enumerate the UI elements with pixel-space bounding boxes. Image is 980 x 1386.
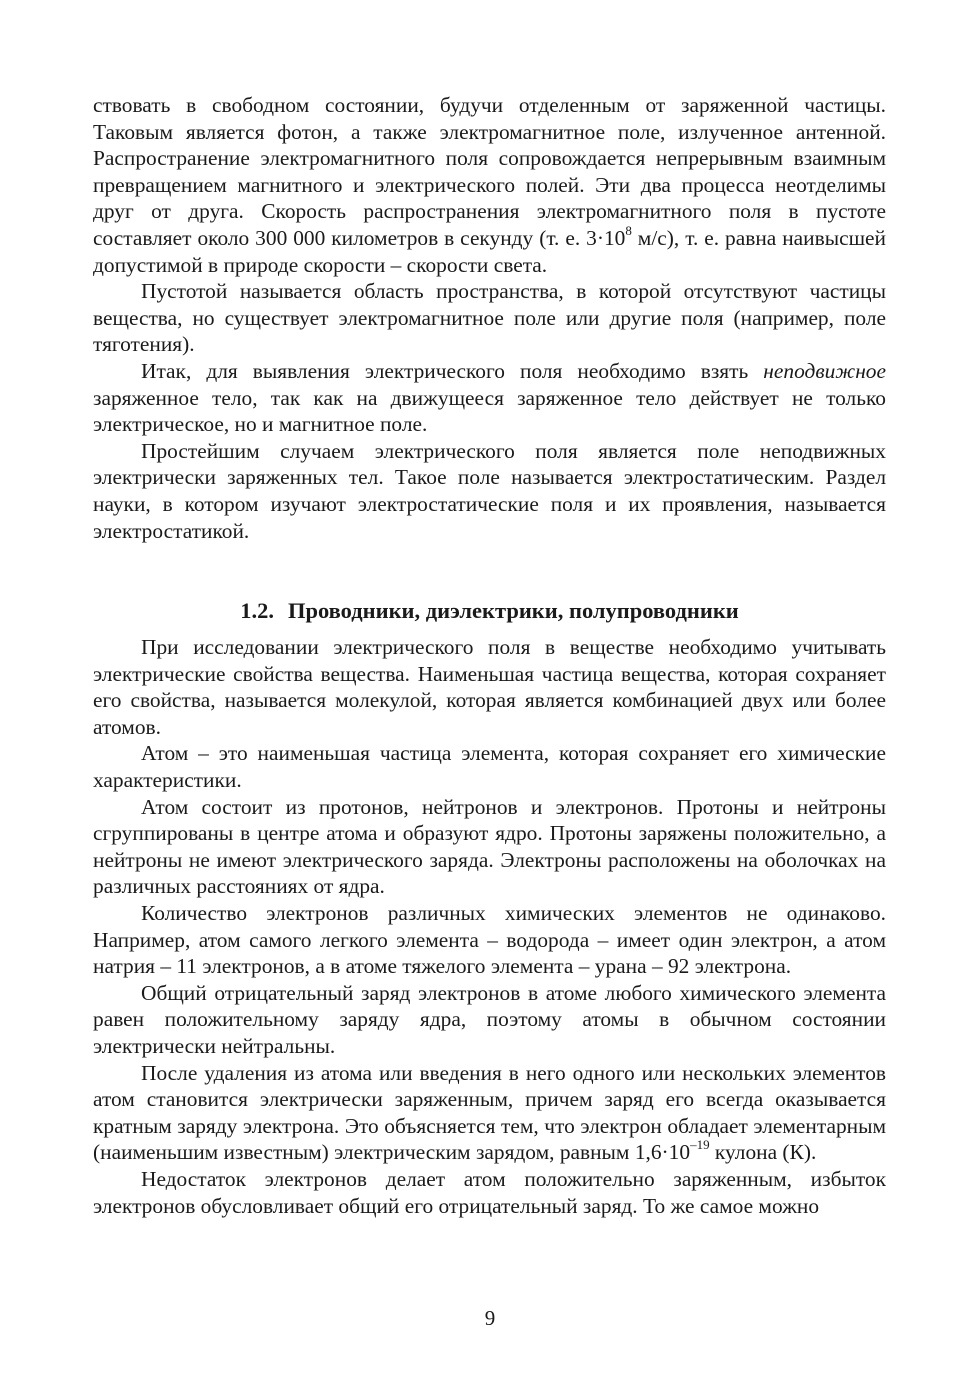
page-number: 9 xyxy=(484,1306,496,1330)
paragraph-molecule: При исследовании электрического поля в веществе необходимо учитывать электрические свойства вещества. Наименьшая частица вещества, которая сохраняет его свойства, называется молекулой, которая является комбинацией двух или более атомов. xyxy=(93,635,886,739)
page-body xyxy=(93,92,886,1219)
section-heading xyxy=(93,596,886,626)
paragraph-vacuum-definition: Пустотой называется область пространства, в которой отсутствуют частицы вещества, но существует электромагнитное поле или другие поля (например, поле тяготения). xyxy=(93,279,886,357)
paragraph-neutral-atom: Общий отрицательный заряд электронов в атоме любого химического элемента равен положительному заряду ядра, поэтому атомы в обычном состоянии электрически нейтральны. xyxy=(93,980,886,1058)
superscript-exponent: –19 xyxy=(690,1137,710,1153)
paragraph-electron-count: Количество электронов различных химических элементов не одинаково. Например, атом самого легкого элемента – водорода – имеет один электрон, а атом натрия – 11 электронов, а в атоме тяжелого элемента – урана – 92 электрона. xyxy=(93,901,886,979)
emphasis-word: неподвижное xyxy=(763,358,886,383)
paragraph-electrostatics: Простейшим случаем электрического поля является поле неподвижных электрически заряженных тел. Такое поле называется электростатическим. Раздел науки, в котором изучают электростатические поля и их проявления, называется электростатикой. xyxy=(93,438,886,543)
superscript-exponent: 8 xyxy=(625,222,632,238)
paragraph-stationary-charge: Итак, для выявления электрического поля необходимо взять неподвижное заряженное тело, так как на движущееся заряженное тело действует не только электрическое, но и магнитное поле. xyxy=(93,358,886,437)
paragraph-continuation: ствовать в свободном состоянии, будучи отделенным от заряженной частицы. Таковым является фотон, а также электромагнитное поле, излученное антенной. Распространение электромагнитного поля сопровождается непрерывным взаимным превращением магнитного и электрического полей. Эти два процесса неотделимы друг от друга. Скорость распространения электромагнитного поля в пустоте составляет около 300 000 километров в секунду (т. е. $3\cdot 10^8$ м/с), т. е. равна наивысшей допустимой в природе скорости – скорости света. xyxy=(93,93,886,277)
section-number: 1.2. xyxy=(240,598,274,624)
paragraph-atom-definition: Атом – это наименьшая частица элемента, которая сохраняет его химические характеристики. xyxy=(93,741,886,793)
section-title: Проводники, диэлектрики, полупроводники xyxy=(287,598,739,624)
paragraph-charge-sign: Недостаток электронов делает атом положительно заряженным, избыток электронов обусловливает общий его отрицательный заряд. То же самое можно xyxy=(93,1166,886,1218)
paragraph-elementary-charge: После удаления из атома или введения в него одного или нескольких элементов атом становится электрически заряженным, причем заряд его всегда оказывается кратным заряду электрона. Это объясняется тем, что электрон обладает элементарным (наименьшим известным) электрическим зарядом, равным $1,6\cdot 10^{-19}$ кулона (К). xyxy=(93,1060,886,1165)
paragraph-atom-structure: Атом состоит из протонов, нейтронов и электронов. Протоны и нейтроны сгруппированы в центре атома и образуют ядро. Протоны заряжены положительно, а нейтроны не имеют электрического заряда. Электроны расположены на оболочках на различных расстояниях от ядра. xyxy=(93,794,886,899)
